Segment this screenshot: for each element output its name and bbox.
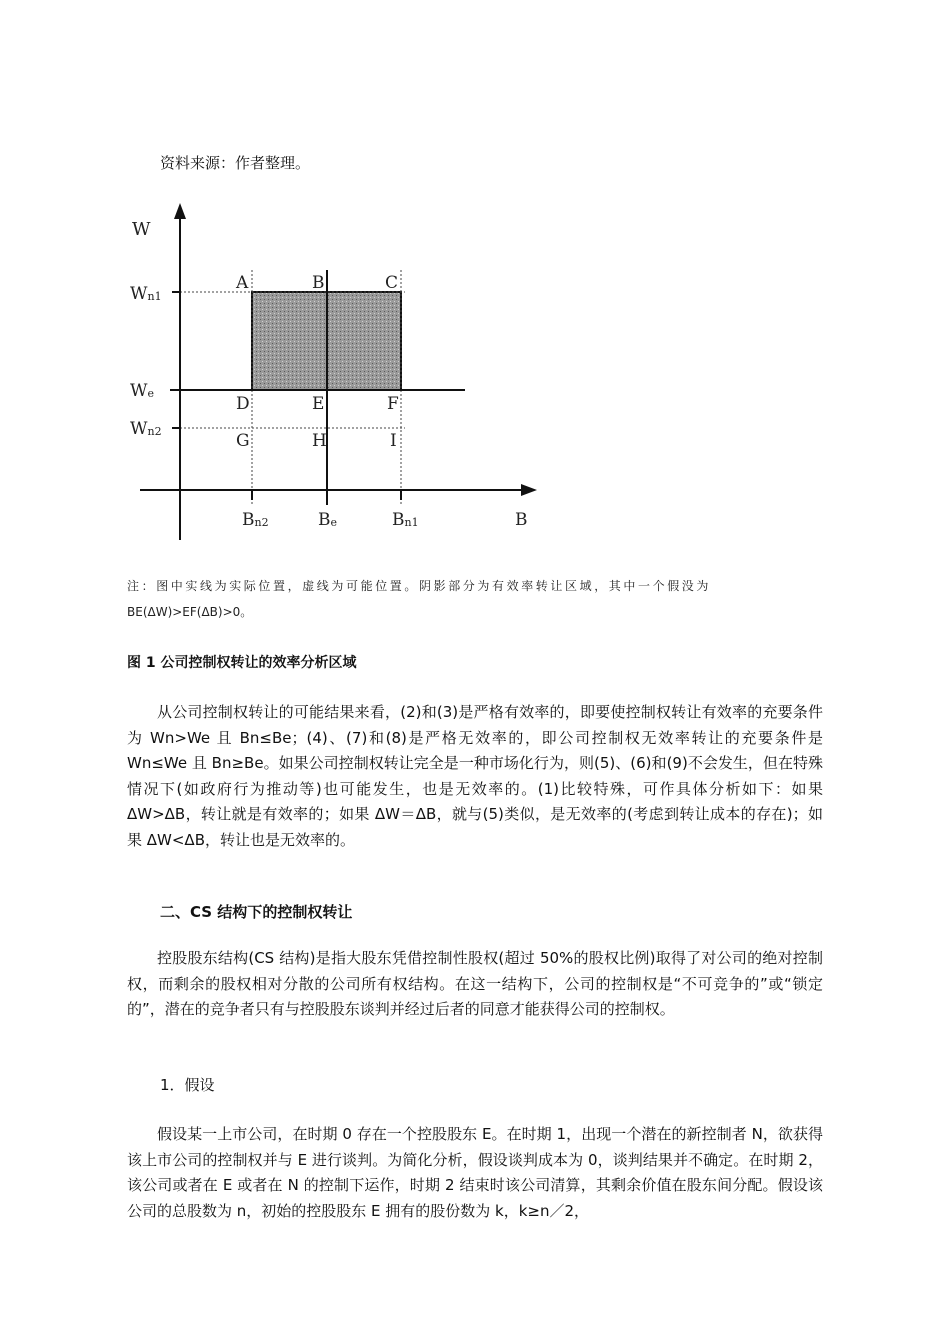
- point-label-e: E: [312, 394, 325, 414]
- source-line: 资料来源：作者整理。: [160, 154, 311, 172]
- x-tick-label-be: Be: [318, 510, 338, 530]
- x-axis-arrow: [521, 484, 537, 496]
- figure-caption: 图 1 公司控制权转让的效率分析区域: [127, 655, 357, 671]
- point-label-h: H: [312, 431, 327, 451]
- paragraph-cs-structure: 控股股东结构(CS 结构)是指大股东凭借控制性股权(超过 50%的股权比例)取得了对公司的绝对控制权，而剩余的股权相对分散的公司所有权结构。在这一结构下，公司的控制权是“不可竞争的”或“锁定的”，潜在的竞争者只有与控股股东谈判并经过后者的同意才能获得公司的控制权。: [127, 949, 823, 1018]
- figure-note-line-2: BE(ΔW)>EF(ΔB)>0。: [127, 605, 253, 619]
- y-axis-label: W: [132, 219, 151, 240]
- paragraph-efficiency-analysis: 从公司控制权转让的可能结果来看，(2)和(3)是严格有效率的，即要使控制权转让有效率的充要条件为 Wn>We 且 Bn≤Be；(4)、(7)和(8)是严格无效率的，即公司控制权无效率转让的充要条件是 Wn≤We 且 Bn≥Be。如果公司控制权转让完全是一种市场化行为，则(5)、(6)和(9)不会发生，但在特殊情况下(如政府行为推动等)也可能发生，也是无效率的。(1)比较特殊，可作具体分析如下：如果 ΔW>ΔB，转让就是有效率的；如果 ΔW＝ΔB，就与(5)类似，是无效率的(考虑到转让成本的存在)；如果 ΔW<ΔB，转让也是无效率的。: [127, 703, 823, 849]
- x-tick-label-bn2: Bn2: [242, 510, 269, 530]
- y-tick-label-we: We: [130, 381, 154, 401]
- figure-note-line-1: 注：图中实线为实际位置，虚线为可能位置。阴影部分为有效率转让区域，其中一个假没为: [127, 579, 712, 593]
- point-label-g: G: [236, 431, 250, 451]
- x-tick-label-bn1: Bn1: [392, 510, 419, 530]
- point-label-a: A: [236, 273, 249, 293]
- x-axis-label: B: [515, 510, 528, 530]
- paragraph-assumptions: 假设某一上市公司，在时期 0 存在一个控股股东 E。在时期 1，出现一个潜在的新控制者 N，欲获得该上市公司的控制权并与 E 进行谈判。为简化分析，假设谈判成本为 0，谈判结果并不确定。在时期 2，该公司或者在 E 或者在 N 的控制下运作，时期 2 结束时该公司清算，其剩余价值在股东间分配。假设该公司的总股数为 n，初始的控股股东 E 拥有的股份数为 k，k≥n／2，: [127, 1125, 823, 1220]
- y-tick-label-wn2: Wn2: [130, 419, 162, 439]
- point-label-i: I: [390, 431, 397, 451]
- efficiency-region-figure: [120, 195, 560, 555]
- point-label-d: D: [236, 394, 250, 414]
- section-heading: 二、CS 结构下的控制权转让: [160, 903, 353, 921]
- point-label-f: F: [387, 394, 399, 414]
- point-label-c: C: [385, 273, 399, 293]
- subheading-assumptions: 1．假设: [160, 1076, 215, 1094]
- point-label-b: B: [312, 273, 325, 293]
- y-axis-arrow: [174, 203, 186, 219]
- y-tick-label-wn1: Wn1: [130, 284, 162, 304]
